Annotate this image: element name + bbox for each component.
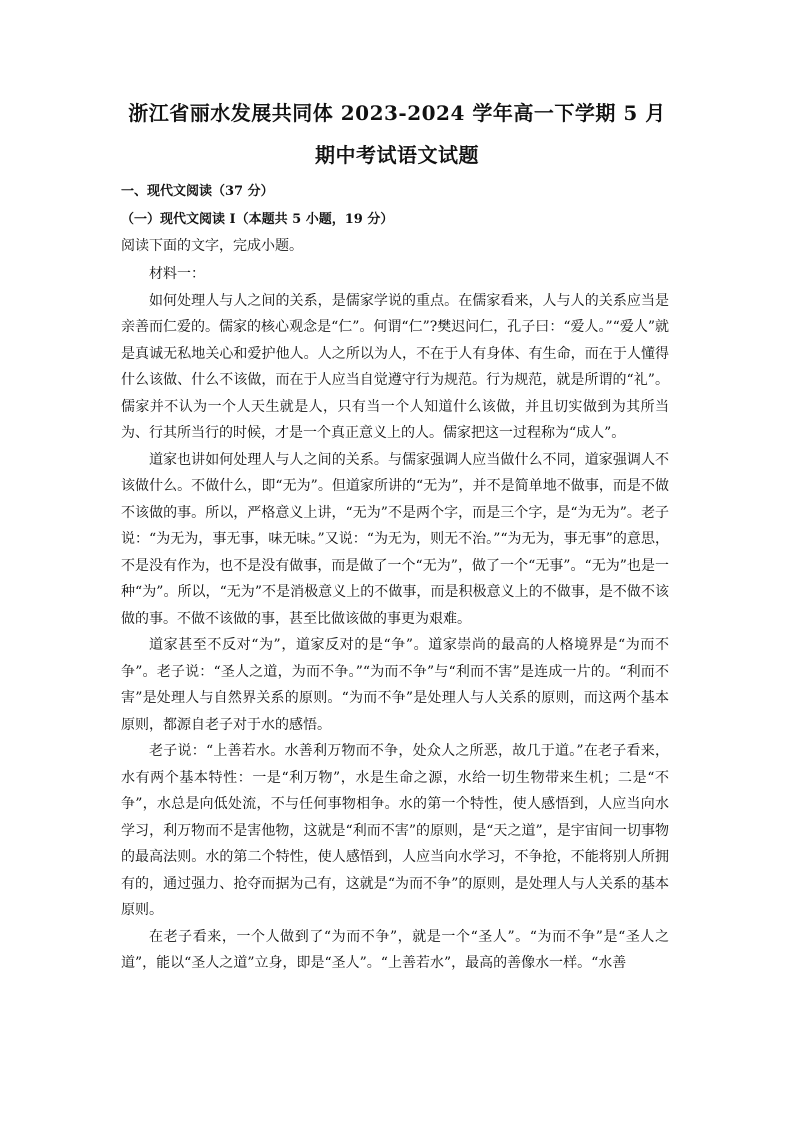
passage-paragraph: 道家也讲如何处理人与人之间的关系。与儒家强调人应当做什么不同，道家强调人不该做什么。不做什么，即“无为”。但道家所讲的“无为”，并不是简单地不做事，而是不做不该做的事。所以，严格意义上讲，“无为”不是两个字，而是三个字，是“为无为”。老子说：“为无为，事无事，味无味。”又说：“为无为，则无不治。”“为无为，事无事”的意思，不是没有作为，也不是没有做事，而是做了一个“无为”，做了一个“无事”。“无为”也是一种“为”。所以，“无为”不是消极意义上的不做事，而是积极意义上的不做事，是不做不该做的事。不做不该做的事，甚至比做该做的事更为艰难。 [121, 451, 669, 627]
section-heading: 一、现代文阅读（37 分） [121, 184, 274, 199]
passage-paragraph: 如何处理人与人之间的关系，是儒家学说的重点。在儒家看来，人与人的关系应当是亲善而仁爱的。儒家的核心观念是“仁”。何谓“仁”?樊迟问仁，孔子曰：“爱人。”“爱人”就是真诚无私地关心和爱护他人。人之所以为人，不在于人有身体、有生命，而在于人懂得什么该做、什么不该做，而在于人应当自觉遵守行为规范。行为规范，就是所谓的“礼”。儒家并不认为一个人天生就是人，只有当一个人知道什么该做，并且切实做到为其所当为、行其所当行的时候，才是一个真正意义上的人。儒家把这一过程称为“成人”。 [121, 292, 669, 441]
material-label: 材料一： [149, 266, 205, 282]
passage-paragraph: 老子说：“上善若水。水善利万物而不争，处众人之所恶，故几于道。”在老子看来，水有两个基本特性：一是“利万物”，水是生命之源，水给一切生物带来生机；二是“不争”，水总是向低处流，不与任何事物相争。水的第一个特性，使人感悟到，人应当向水学习，利万物而不是害他物，这就是“利而不害”的原则，是“天之道”，是宇宙间一切事物的最高法则。水的第二个特性，使人感悟到，人应当向水学习，不争抢，不能将别人所拥有的，通过强力、抢夺而据为己有，这就是“为而不争”的原则，是处理人与人关系的基本原则。 [121, 743, 669, 918]
subsection-heading: （一）现代文阅读 I（本题共 5 小题，19 分） [121, 212, 394, 227]
passage-paragraph: 道家甚至不反对“为”，道家反对的是“争”。道家崇尚的最高的人格境界是“为而不争”。老子说：“圣人之道，为而不争。”“为而不争”与“利而不害”是连成一片的。“利而不害”是处理人与自然界关系的原则。“为而不争”是处理人与人关系的原则，而这两个基本原则，都源自老子对于水的感悟。 [121, 637, 669, 733]
passage-paragraph: 在老子看来，一个人做到了“为而不争”，就是一个“圣人”。“为而不争”是“圣人之道”，能以“圣人之道”立身，即是“圣人”。“上善若水”，最高的善像水一样。“水善 [121, 928, 669, 971]
document-title-line-1: 浙江省丽水发展共同体 2023-2024 学年高一下学期 5 月 [128, 101, 666, 125]
document-title-line-2: 期中考试语文试题 [315, 143, 479, 167]
reading-passage [121, 261, 669, 977]
reading-instruction: 阅读下面的文字，完成小题。 [121, 238, 303, 254]
